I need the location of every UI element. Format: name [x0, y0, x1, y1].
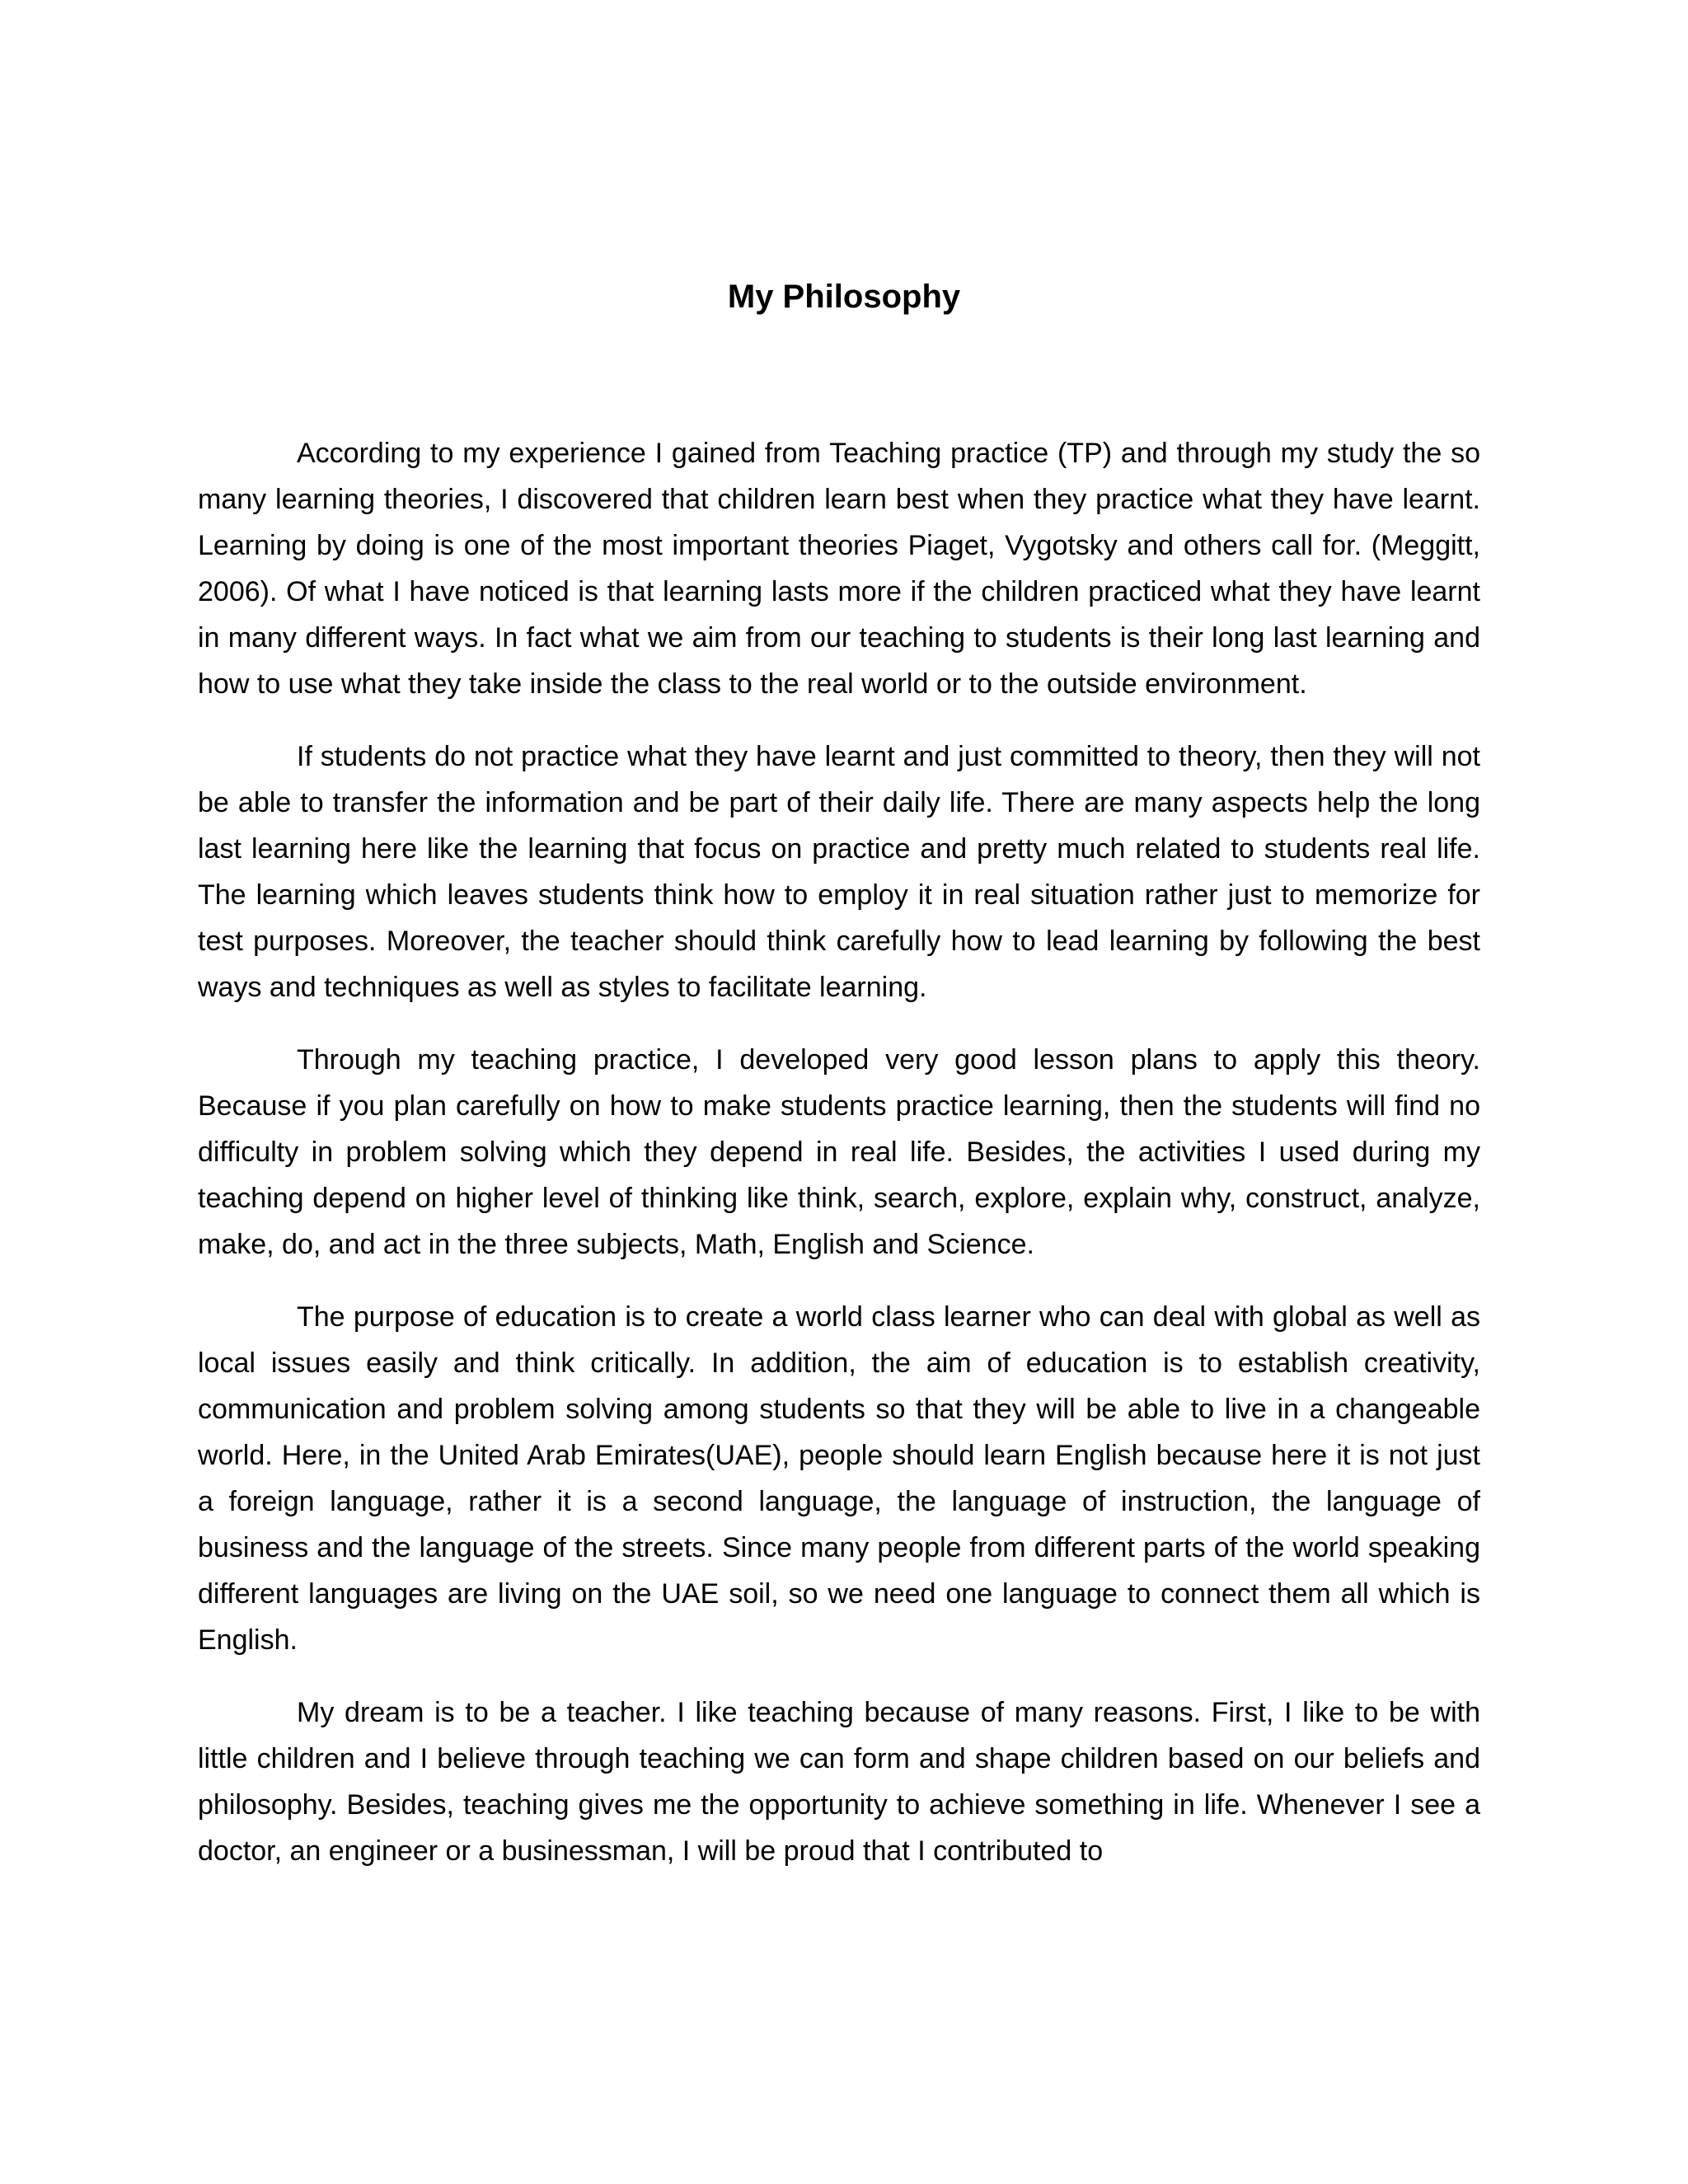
document-body [198, 430, 1480, 1900]
paragraph-4: The purpose of education is to create a world class learner who can deal with global as well as local issues easily and think critically. In addition, the aim of education is to establish creativity, communication and problem solving among students so that they will be able to live in a changeable world. Here, in the United Arab Emirates(UAE), people should learn English because here it is not just a foreign language, rather it is a second language, the language of instruction, the language of business and the language of the streets. Since many people from different parts of the world speaking different languages are living on the UAE soil, so we need one language to connect them all which is English. [198, 1301, 1480, 1656]
paragraph-5: My dream is to be a teacher. I like teaching because of many reasons. First, I like to be with little children and I believe through teaching we can form and shape children based on our beliefs and philosophy. Besides, teaching gives me the opportunity to achieve something in life. Whenever I see a doctor, an engineer or a businessman, I will be proud that I contributed to [198, 1697, 1480, 1867]
paragraph-1: According to my experience I gained from Teaching practice (TP) and through my study the so many learning theories, I discovered that children learn best when they practice what they have learnt. Learning by doing is one of the most important theories Piaget, Vygotsky and others call for. (Meggitt, 2006). Of what I have noticed is that learning lasts more if the children practiced what they have learnt in many different ways. In fact what we aim from our teaching to students is their long last learning and how to use what they take inside the class to the real world or to the outside environment. [198, 438, 1480, 700]
page-title: My Philosophy [727, 279, 961, 315]
paragraph-2: If students do not practice what they have learnt and just committed to theory, then they will not be able to transfer the information and be part of their daily life. There are many aspects help the long last learning here like the learning that focus on practice and pretty much related to students real life. The learning which leaves students think how to employ it in real situation rather just to memorize for test purposes. Moreover, the teacher should think carefully how to lead learning by following the best ways and techniques as well as styles to facilitate learning. [198, 741, 1480, 1003]
paragraph-3: Through my teaching practice, I developed very good lesson plans to apply this theory. Because if you plan carefully on how to make students practice learning, then the students will find no difficulty in problem solving which they depend in real life. Besides, the activities I used during my teaching depend on higher level of thinking like think, search, explore, explain why, construct, analyze, make, do, and act in the three subjects, Math, English and Science. [198, 1044, 1480, 1260]
